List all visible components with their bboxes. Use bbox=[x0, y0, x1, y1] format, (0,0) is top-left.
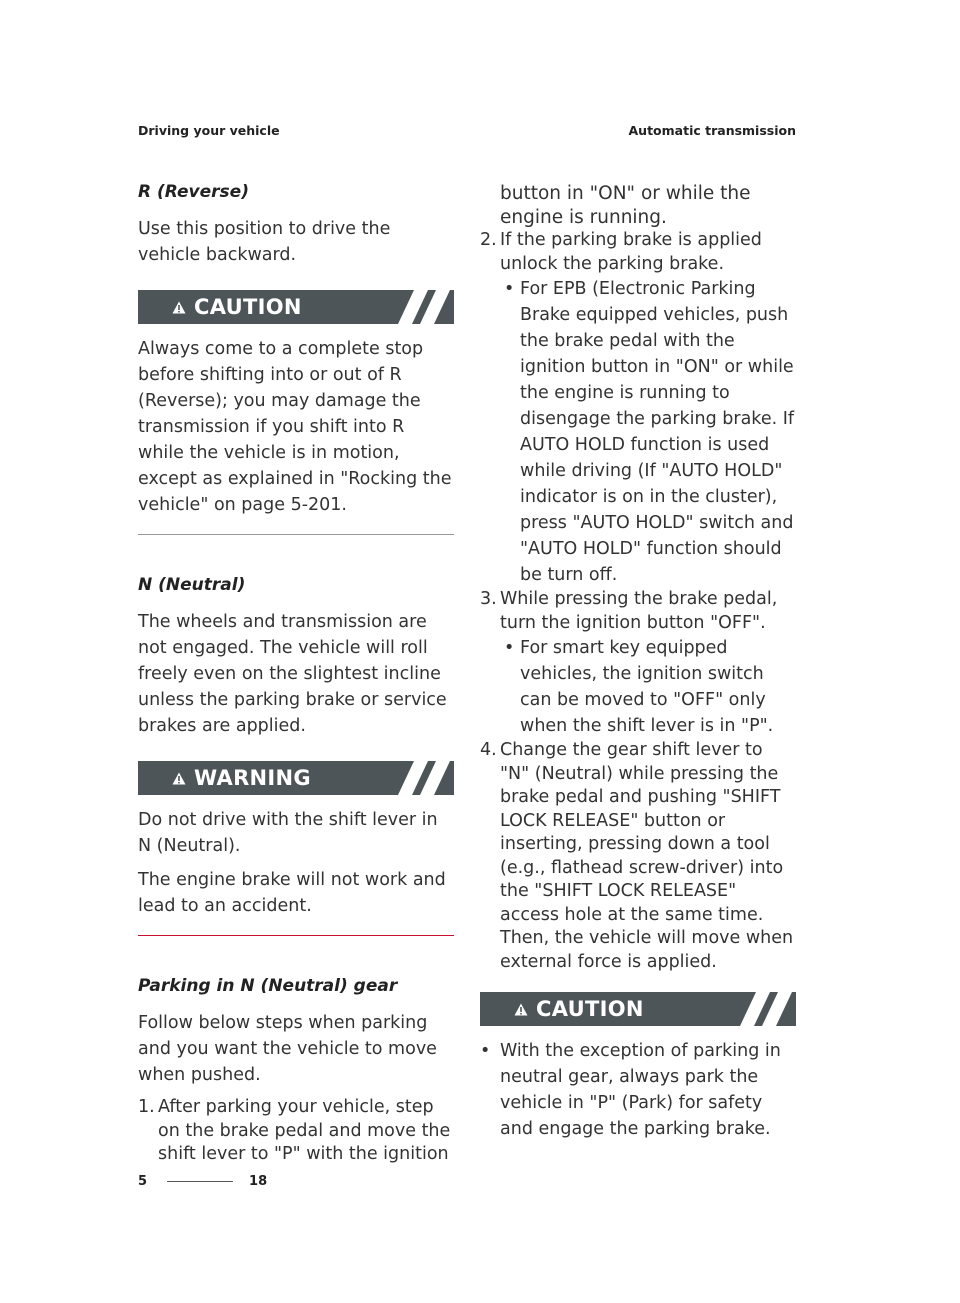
caution-bullet-text: With the exception of parking in neutral gear, always park the vehicle in "P" (Park) for safety and engage the parking brake. bbox=[500, 1041, 781, 1139]
banner-slashes-icon bbox=[398, 290, 454, 324]
banner-slashes-icon bbox=[398, 761, 454, 795]
sub-bullets bbox=[500, 635, 796, 739]
caution-bullets bbox=[480, 1038, 796, 1142]
caution-banner bbox=[138, 290, 454, 324]
banner-slashes-icon bbox=[740, 992, 796, 1026]
parking-text: Follow below steps when parking and you want the vehicle to move when pushed. bbox=[138, 1013, 437, 1085]
warning-divider bbox=[138, 935, 454, 936]
sub-bullet-item: • For smart key equipped vehicles, the ignition switch can be moved to "OFF" only when the shift lever is in "P". bbox=[504, 638, 774, 736]
step-text: button in "ON" or while the engine is running. bbox=[500, 183, 751, 228]
chapter-number: 5 bbox=[138, 1174, 148, 1189]
step-number: 3. bbox=[480, 589, 497, 609]
steps-list bbox=[138, 1096, 454, 1167]
caution-text: Always come to a complete stop before shifting into or out of R (Reverse); you may damage the transmission if you shift into R while the vehicle is in motion, except as explained in "Rocking the vehicle" on page 5-201. bbox=[138, 339, 452, 515]
step-number: 4. bbox=[480, 740, 497, 760]
steps-list-continued bbox=[480, 182, 796, 974]
step-item bbox=[480, 588, 796, 739]
step-item bbox=[480, 739, 796, 974]
warning-banner bbox=[138, 761, 454, 795]
reverse-text: Use this position to drive the vehicle backward. bbox=[138, 219, 391, 265]
left-column bbox=[138, 182, 454, 1167]
page-number: 18 bbox=[249, 1174, 268, 1189]
page-footer bbox=[138, 1174, 267, 1189]
right-column bbox=[480, 182, 796, 1142]
step-text: Change the gear shift lever to "N" (Neutral) while pressing the brake pedal and pushing "SHIFT LOCK RELEASE" button or inserting, pressing down a tool (e.g., flathead screw-driver) into the "SHIFT LOCK RELEASE" access hole at the same time. Then, the vehicle will move when external force is applied. bbox=[500, 740, 794, 972]
running-header-left: Driving your vehicle bbox=[138, 123, 280, 138]
neutral-text: The wheels and transmission are not engaged. The vehicle will roll freely even on the slightest incline unless the parking brake or service brakes are applied. bbox=[138, 612, 447, 736]
warning-label: WARNING bbox=[194, 766, 311, 790]
footer-rule bbox=[167, 1181, 233, 1182]
warning-text-1: Do not drive with the shift lever in N (Neutral). bbox=[138, 810, 438, 856]
step-number: 2. bbox=[480, 230, 497, 250]
reverse-heading: R (Reverse) bbox=[138, 182, 249, 202]
step-text: While pressing the brake pedal, turn the ignition button "OFF". bbox=[500, 589, 778, 633]
running-header-right: Automatic transmission bbox=[628, 123, 796, 138]
caution-label: CAUTION bbox=[194, 295, 302, 319]
warning-triangle-icon bbox=[172, 772, 186, 785]
sub-bullet-text: For smart key equipped vehicles, the ignition switch can be moved to "OFF" only when the shift lever is in "P". bbox=[520, 638, 774, 736]
warning-triangle-icon bbox=[172, 301, 186, 314]
caution-banner bbox=[480, 992, 796, 1026]
step-number: 1. bbox=[138, 1097, 155, 1117]
parking-heading: Parking in N (Neutral) gear bbox=[138, 976, 398, 996]
step-text: After parking your vehicle, step on the brake pedal and move the shift lever to "P" with the ignition bbox=[158, 1097, 451, 1164]
step-text: If the parking brake is applied unlock the parking brake. bbox=[500, 230, 762, 274]
sub-bullet-item: • For EPB (Electronic Parking Brake equipped vehicles, push the brake pedal with the ignition button in "ON" or while the engine is running to disengage the parking brake. If AUTO HOLD function is used while driving (If "AUTO HOLD" indicator is on in the cluster), press "AUTO HOLD" switch and "AUTO HOLD" function should be turn off. bbox=[504, 279, 795, 585]
sub-bullet-text: For EPB (Electronic Parking Brake equipped vehicles, push the brake pedal with the ignition button in "ON" or while the engine is running to disengage the parking brake. If AUTO HOLD function is used while driving (If "AUTO HOLD" indicator is on in the cluster), press "AUTO HOLD" switch and "AUTO HOLD" function should be turn off. bbox=[520, 279, 795, 585]
section-divider bbox=[138, 534, 454, 535]
caution-bullet-item: • With the exception of parking in neutral gear, always park the vehicle in "P" (Park) for safety and engage the parking brake. bbox=[480, 1041, 781, 1139]
warning-text-2: The engine brake will not work and lead to an accident. bbox=[138, 870, 446, 916]
neutral-heading: N (Neutral) bbox=[138, 575, 246, 595]
sub-bullets bbox=[500, 276, 796, 588]
step-item bbox=[138, 1096, 454, 1167]
caution-label: CAUTION bbox=[536, 997, 644, 1021]
step-item bbox=[480, 182, 796, 229]
step-item bbox=[480, 229, 796, 588]
warning-triangle-icon bbox=[514, 1003, 528, 1016]
